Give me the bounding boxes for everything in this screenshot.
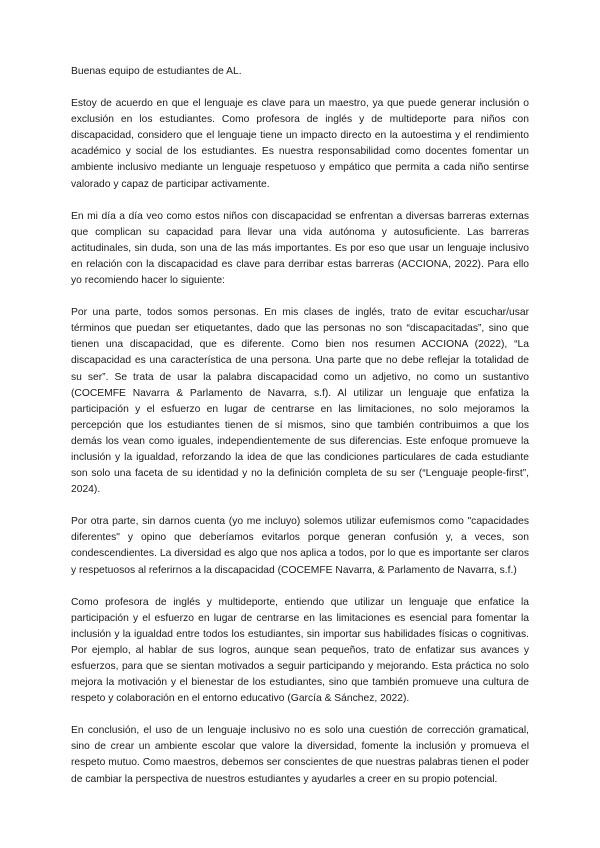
paragraph-euphemisms: Por otra parte, sin darnos cuenta (yo me incluyo) solemos utilizar eufemismos como "capacidades diferentes" y opino que deberíamos evitarlos porque generan confusión y, a veces, son condescendientes. La diversidad es algo que nos aplica a todos, por lo que es importante ser claros y respetuosos al referirnos a la discapacidad (COCEMFE Navarra, & Parlamento de Navarra, s.f.) <box>71 516 529 576</box>
paragraph-people-first: Por una parte, todos somos personas. En mis clases de inglés, trato de evitar escuchar/usar términos que puedan ser etiquetantes, dado que las personas no son “discapacitadas”, sino que tienen una discapacidad, que es diferente. Como bien nos resumen ACCIONA (2022), “La discapacidad es una característica de una persona. Una parte que no debe reflejar la totalidad de su ser”. Se trata de usar la palabra discapacidad como un adjetivo, no como un sustantivo (COCEMFE Navarra & Parlamento de Navarra, s.f). Al utilizar un lenguaje que enfatiza la participación y el esfuerzo en lugar de centrarse en las limitaciones, no solo mejoramos la percepción que los estudiantes tienen de sí mismos, sino que también contribuimos a que los demás los vean como iguales, independientemente de sus diferencias. Este enfoque promueve la inclusión y la igualdad, reforzando la idea de que las condiciones particulares de cada estudiante son solo una faceta de su identidad y no la definición completa de su ser (“Lenguaje people-first”, 2024). <box>71 307 529 496</box>
paragraph-participation: Como profesora de inglés y multideporte, entiendo que utilizar un lenguaje que enfatice la participación y el esfuerzo en lugar de centrarse en las limitaciones es esencial para fomentar la inclusión y la igualdad entre todos los estudiantes, sin importar sus habilidades físicas o cognitivas. Por ejemplo, al hablar de sus logros, aunque sean pequeños, trato de enfatizar sus avances y esfuerzos, para que se sientan motivados a seguir participando y mejorando. Esta práctica no solo mejora la motivación y el bienestar de los estudiantes, sino que también promueve una cultura de respeto y colaboración en el entorno educativo (García & Sánchez, 2022). <box>71 596 529 705</box>
paragraph-intro: Estoy de acuerdo en que el lenguaje es clave para un maestro, ya que puede generar inclusión o exclusión en los estudiantes. Como profesora de inglés y de multideporte para niños con discapacidad, considero que el lenguaje tiene un impacto directo en la autoestima y el rendimiento académico y social de los estudiantes. Es nuestra responsabilidad como docentes fomentar un ambiente inclusivo mediante un lenguaje respetuoso y empático que permita a cada niño sentirse valorado y capaz de participar activamente. <box>71 98 529 190</box>
greeting: Buenas equipo de estudiantes de AL. <box>71 66 242 77</box>
document-body <box>71 64 529 804</box>
paragraph-conclusion: En conclusión, el uso de un lenguaje inclusivo no es solo una cuestión de corrección gramatical, sino de crear un ambiente escolar que valore la diversidad, fomente la inclusión y promueva el respeto mutuo. Como maestros, debemos ser conscientes de que nuestras palabras tienen el poder de cambiar la perspectiva de nuestros estudiantes y ayudarles a creer en su propio potencial. <box>71 725 529 785</box>
paragraph-barriers: En mi día a día veo como estos niños con discapacidad se enfrentan a diversas barreras externas que complican su capacidad para llevar una vida autónoma y autosuficiente. Las barreras actitudinales, sin duda, son una de las más importantes. Es por eso que usar un lenguaje inclusivo en relación con la discapacidad es clave para derribar estas barreras (ACCIONA, 2022). Para ello yo recomiendo hacer lo siguiente: <box>71 210 529 287</box>
